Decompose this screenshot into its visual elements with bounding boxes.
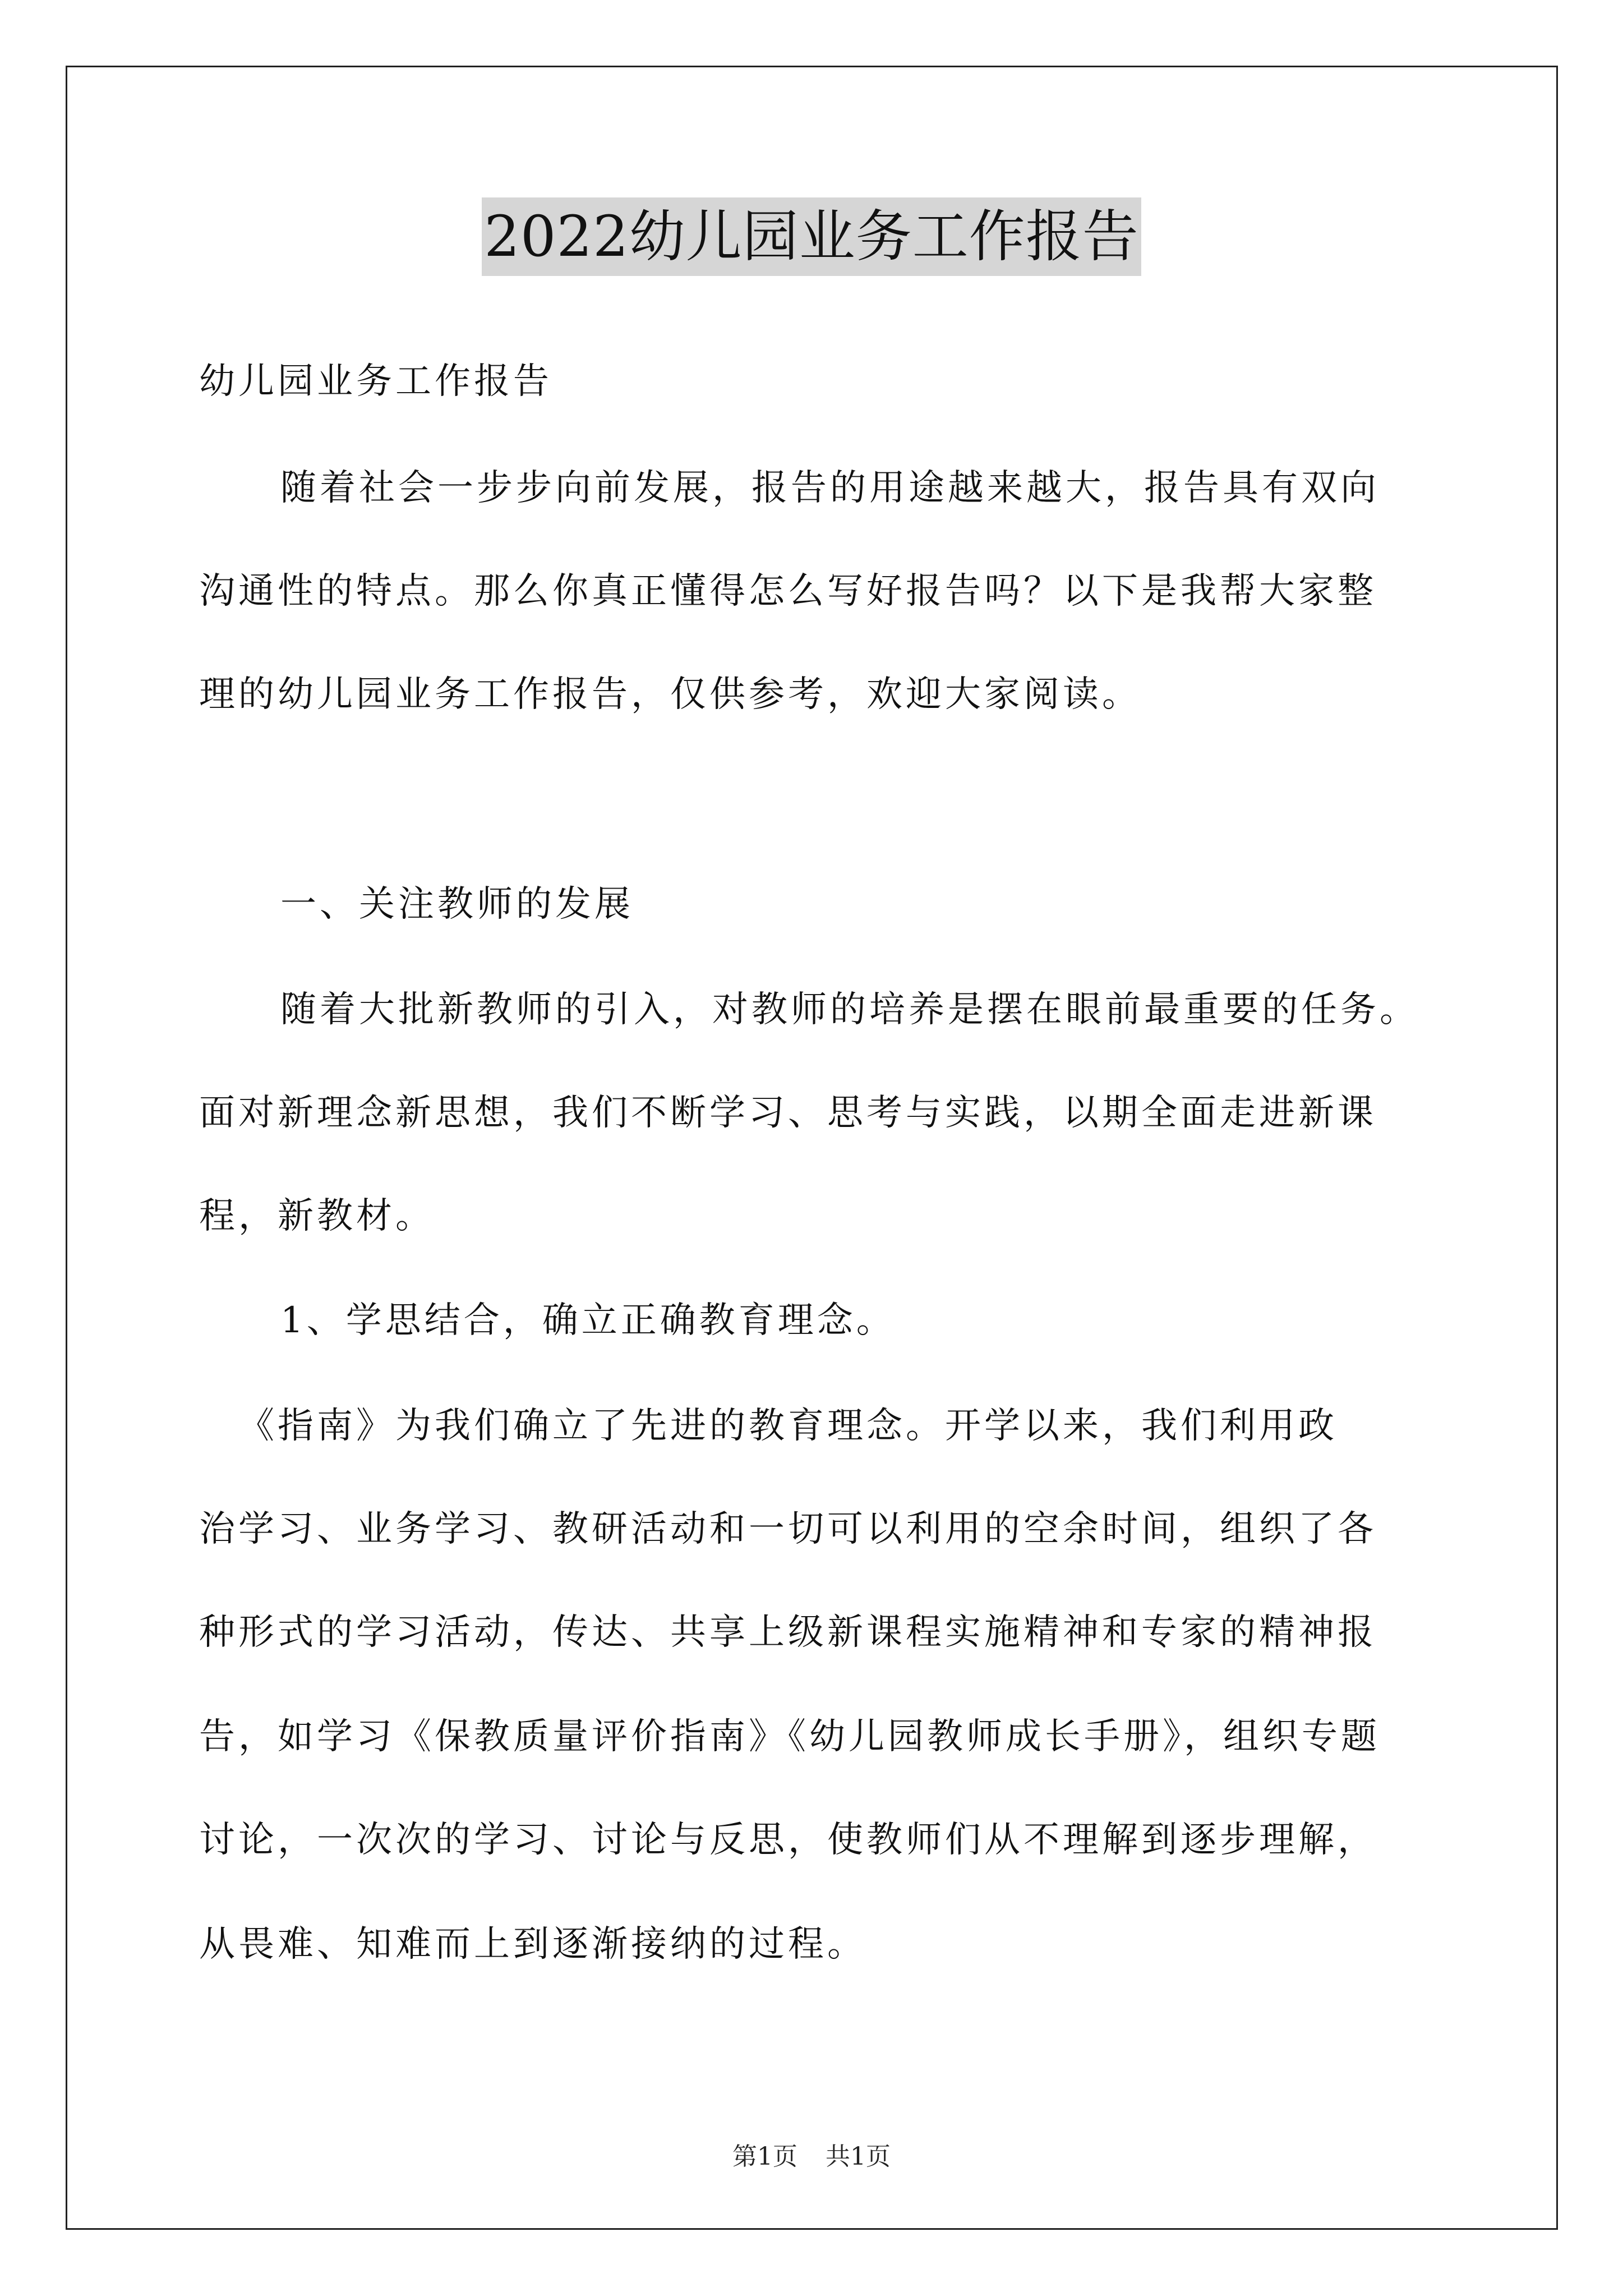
text-line: 面对新理念新思想，我们不断学习、思考与实践，以期全面走进新课 bbox=[199, 1092, 1377, 1134]
text-line: 程，新教材。 bbox=[199, 1195, 435, 1237]
text-line: 随着社会一步步向前发展，报告的用途越来越大，报告具有双向 bbox=[280, 467, 1380, 509]
section-heading: 一、关注教师的发展 bbox=[280, 884, 634, 925]
text-line: 《指南》为我们确立了先进的教育理念。开学以来，我们利用政 bbox=[238, 1405, 1338, 1447]
text-line: 种形式的学习活动，传达、共享上级新课程实施精神和专家的精神报 bbox=[199, 1612, 1377, 1653]
title-wrap bbox=[0, 197, 1623, 276]
text-line: 沟通性的特点。那么你真正懂得怎么写好报告吗？以下是我帮大家整 bbox=[199, 570, 1377, 612]
page-number-total: 共1页 bbox=[826, 2142, 891, 2171]
page-number-current: 第1页 bbox=[732, 2142, 797, 2171]
subsection-heading: 1、学思结合，确立正确教育理念。 bbox=[280, 1300, 896, 1341]
text-line: 从畏难、知难而上到逐渐接纳的过程。 bbox=[199, 1924, 866, 1965]
page-footer bbox=[0, 2136, 1623, 2172]
text-line: 理的幼儿园业务工作报告，仅供参考，欢迎大家阅读。 bbox=[199, 674, 1141, 715]
text-line: 告，如学习《保教质量评价指南》《幼儿园教师成长手册》，组织专题 bbox=[199, 1716, 1380, 1757]
text-line: 随着大批新教师的引入，对教师的培养是摆在眼前最重要的任务。 bbox=[280, 989, 1419, 1030]
text-line: 治学习、业务学习、教研活动和一切可以利用的空余时间，组织了各 bbox=[199, 1508, 1377, 1550]
text-line: 幼儿园业务工作报告 bbox=[199, 361, 552, 402]
document-title: 2022幼儿园业务工作报告 bbox=[482, 197, 1141, 276]
text-line: 讨论，一次次的学习、讨论与反思，使教师们从不理解到逐步理解， bbox=[199, 1819, 1377, 1861]
